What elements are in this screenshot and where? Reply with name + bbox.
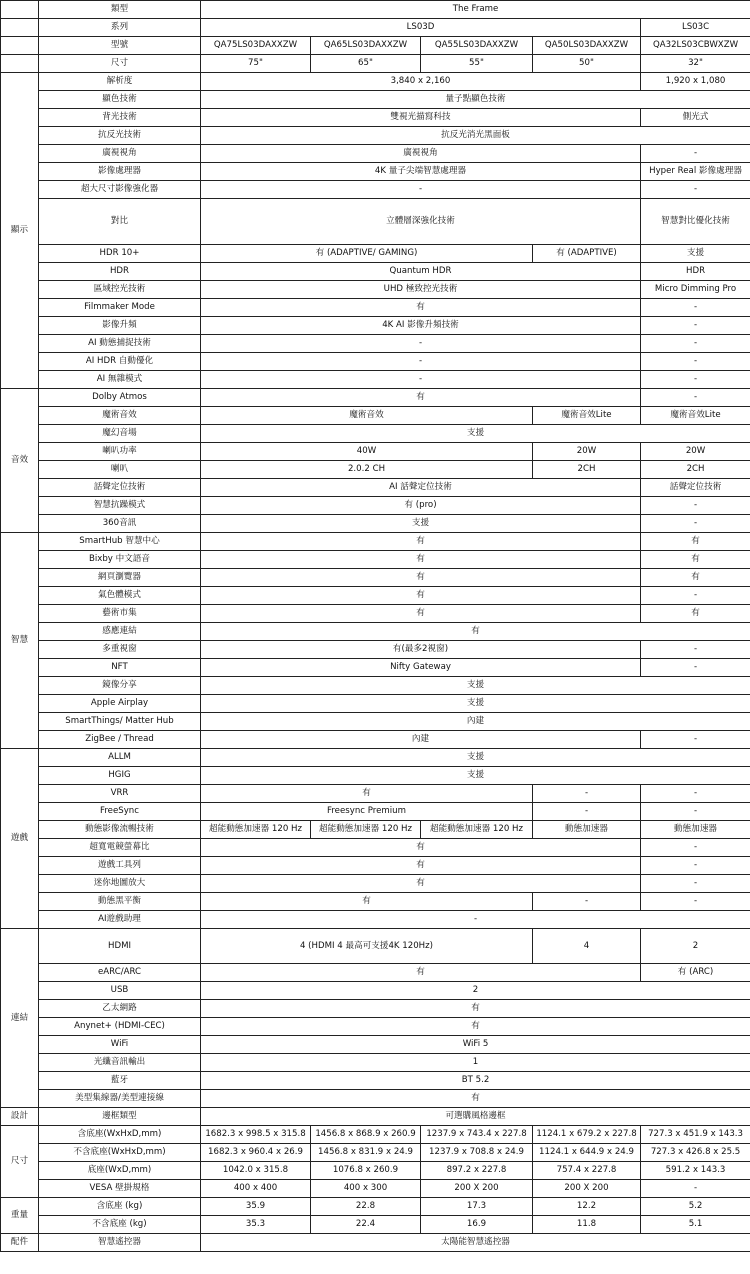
spec-label: WiFi [39,1036,201,1054]
size-value: 50" [533,55,641,73]
spec-row [1,587,750,605]
spec-value: 1076.8 x 260.9 [311,1162,421,1180]
spec-value: 支援 [641,245,750,263]
spec-row [1,875,750,893]
spec-value: 2 [641,929,750,964]
header-row-model [1,37,750,55]
spec-value: - [201,371,641,389]
spec-row [1,803,750,821]
spec-row [1,425,750,443]
spec-value: - [641,371,750,389]
spec-value: 有 [641,605,750,623]
spec-value: 4K 量子尖端智慧處理器 [201,163,641,181]
spec-value: 有 (ARC) [641,964,750,982]
spec-value: 1237.9 x 708.8 x 24.9 [421,1144,533,1162]
spec-value: 有 [201,964,641,982]
series-name: LS03C [641,19,750,37]
spec-value: 1682.3 x 998.5 x 315.8 [201,1126,311,1144]
spec-row [1,1144,750,1162]
spec-row [1,964,750,982]
spec-value: 支援 [201,749,750,767]
spec-value: - [641,497,750,515]
spec-value: 有 [641,551,750,569]
spec-row [1,677,750,695]
spec-value: 魔術音效 [201,407,533,425]
spec-value: 太陽能智慧遙控器 [201,1234,750,1252]
spec-value: 廣視視角 [201,145,641,163]
type-label: 類型 [39,1,201,19]
spec-label: 影像升頻 [39,317,201,335]
spec-value: 757.4 x 227.8 [533,1162,641,1180]
spec-value: 立體層深強化技術 [201,199,641,245]
spec-value: BT 5.2 [201,1072,750,1090]
category-cell: 顯示 [1,73,39,389]
spec-row [1,1126,750,1144]
spec-row [1,371,750,389]
spec-label: 智慧遙控器 [39,1234,201,1252]
spec-value: Quantum HDR [201,263,641,281]
spec-value: 12.2 [533,1198,641,1216]
spec-row [1,911,750,929]
spec-value: 5.1 [641,1216,750,1234]
spec-value: 支援 [201,677,750,695]
spec-value: 1,920 x 1,080 [641,73,750,91]
spec-value: 591.2 x 143.3 [641,1162,750,1180]
blank-cell [1,1,39,19]
spec-value: 1456.8 x 868.9 x 260.9 [311,1126,421,1144]
spec-value: 抗反光消光黑面板 [201,127,750,145]
spec-label: 廣視視角 [39,145,201,163]
spec-label: 邊框類型 [39,1108,201,1126]
spec-label: 美型集線器/美型連接線 [39,1090,201,1108]
spec-row [1,263,750,281]
spec-row [1,982,750,1000]
spec-row [1,1234,750,1252]
spec-value: 超能動態加速器 120 Hz [311,821,421,839]
spec-value: 有 [201,389,641,407]
spec-value: 超能動態加速器 120 Hz [421,821,533,839]
spec-value: 有 [201,857,641,875]
spec-label: 藝術市集 [39,605,201,623]
spec-value: 20W [641,443,750,461]
spec-value: 2 [201,982,750,1000]
spec-label: ALLM [39,749,201,767]
spec-row [1,749,750,767]
spec-value: 有 [201,569,641,587]
spec-label: 喇叭功率 [39,443,201,461]
spec-row [1,821,750,839]
spec-value: 200 X 200 [421,1180,533,1198]
spec-label: HGIG [39,767,201,785]
spec-row [1,109,750,127]
spec-value: Freesync Premium [201,803,533,821]
spec-value: 35.3 [201,1216,311,1234]
spec-value: 魔術音效Lite [533,407,641,425]
spec-value: - [201,335,641,353]
spec-value: AI 話聲定位技術 [201,479,641,497]
spec-value: 22.4 [311,1216,421,1234]
spec-label: AI 無雜模式 [39,371,201,389]
spec-row [1,245,750,263]
spec-value: 有 [201,1090,750,1108]
spec-row [1,929,750,964]
spec-value: 有(最多2視窗) [201,641,641,659]
spec-value: 16.9 [421,1216,533,1234]
spec-label: 影像處理器 [39,163,201,181]
spec-label: 話聲定位技術 [39,479,201,497]
spec-value: 有 [201,1018,750,1036]
spec-value: - [641,389,750,407]
spec-value: 897.2 x 227.8 [421,1162,533,1180]
spec-row [1,605,750,623]
spec-label: 光纖音訊輸出 [39,1054,201,1072]
spec-row [1,353,750,371]
model-name: QA55LS03DAXXZW [421,37,533,55]
spec-value: 有 (ADAPTIVE/ GAMING) [201,245,533,263]
spec-value: - [641,893,750,911]
spec-value: - [641,641,750,659]
spec-row [1,1180,750,1198]
spec-label: 魔幻音場 [39,425,201,443]
spec-label: 遊戲工具列 [39,857,201,875]
blank-cell [1,19,39,37]
spec-value: 雙視光描寫科技 [201,109,641,127]
spec-label: 動態影像流暢技術 [39,821,201,839]
spec-label: 底座(WxD,mm) [39,1162,201,1180]
spec-row [1,1198,750,1216]
spec-row [1,569,750,587]
spec-label: 魔術音效 [39,407,201,425]
series-label: 系列 [39,19,201,37]
spec-value: - [641,181,750,199]
spec-label: 超寬電競螢幕比 [39,839,201,857]
category-cell: 智慧 [1,533,39,749]
spec-label: Bixby 中文語音 [39,551,201,569]
spec-value: 727.3 x 451.9 x 143.3 [641,1126,750,1144]
spec-label: Filmmaker Mode [39,299,201,317]
spec-value: 量子點顯色技術 [201,91,750,109]
spec-label: 360音訊 [39,515,201,533]
spec-row [1,389,750,407]
size-label: 尺寸 [39,55,201,73]
spec-row [1,695,750,713]
spec-label: eARC/ARC [39,964,201,982]
spec-label: 網頁瀏覽器 [39,569,201,587]
type-value: The Frame [201,1,750,19]
category-cell: 連結 [1,929,39,1108]
spec-value: 有 [201,1000,750,1018]
spec-value: 17.3 [421,1198,533,1216]
category-cell: 重量 [1,1198,39,1234]
spec-label: Dolby Atmos [39,389,201,407]
spec-row [1,1072,750,1090]
spec-label: 對比 [39,199,201,245]
spec-value: UHD 極致控光技術 [201,281,641,299]
spec-row [1,181,750,199]
spec-label: 智慧抗躁模式 [39,497,201,515]
spec-value: 2CH [533,461,641,479]
spec-label: 解析度 [39,73,201,91]
spec-value: - [641,803,750,821]
spec-label: 背光技術 [39,109,201,127]
spec-label: AI 動態捕捉技術 [39,335,201,353]
spec-value: 支援 [201,695,750,713]
spec-label: FreeSync [39,803,201,821]
size-value: 55" [421,55,533,73]
spec-row [1,91,750,109]
spec-value: - [641,875,750,893]
spec-label: Apple Airplay [39,695,201,713]
spec-label: 乙太網路 [39,1000,201,1018]
spec-value: 有 [201,533,641,551]
size-value: 32" [641,55,750,73]
spec-value: - [641,731,750,749]
spec-value: 有 [201,875,641,893]
spec-label: VESA 壁掛規格 [39,1180,201,1198]
spec-row [1,1090,750,1108]
spec-value: 35.9 [201,1198,311,1216]
spec-row [1,731,750,749]
spec-row [1,443,750,461]
spec-label: SmartHub 智慧中心 [39,533,201,551]
spec-label: 氣色體模式 [39,587,201,605]
spec-value: 有 [201,605,641,623]
spec-label: Anynet+ (HDMI-CEC) [39,1018,201,1036]
blank-cell [1,37,39,55]
spec-value: - [641,317,750,335]
spec-value: 支援 [201,425,750,443]
spec-value: 有 [201,551,641,569]
spec-value: 11.8 [533,1216,641,1234]
model-name: QA32LS03CBWXZW [641,37,750,55]
spec-value: - [533,803,641,821]
spec-value: 可選購風格邊框 [201,1108,750,1126]
spec-row [1,407,750,425]
spec-row [1,299,750,317]
spec-value: 5.2 [641,1198,750,1216]
spec-row [1,515,750,533]
spec-row [1,767,750,785]
spec-row [1,163,750,181]
spec-row [1,641,750,659]
spec-label: 鏡像分享 [39,677,201,695]
blank-cell [1,55,39,73]
spec-value: 2.0.2 CH [201,461,533,479]
model-name: QA65LS03DAXXZW [311,37,421,55]
spec-value: 4 (HDMI 4 最高可支援4K 120Hz) [201,929,533,964]
spec-table-body [1,1,750,1252]
spec-value: - [641,299,750,317]
header-row-size [1,55,750,73]
spec-value: 有 [201,893,533,911]
spec-value: 有 [641,533,750,551]
series-name: LS03D [201,19,641,37]
spec-row [1,1036,750,1054]
spec-label: 迷你地圖放大 [39,875,201,893]
category-cell: 設計 [1,1108,39,1126]
spec-value: - [201,353,641,371]
spec-value: 有 [641,569,750,587]
spec-row [1,145,750,163]
spec-value: - [641,335,750,353]
spec-value: 智慧對比優化技術 [641,199,750,245]
spec-value: 有 [201,785,533,803]
spec-label: ZigBee / Thread [39,731,201,749]
size-value: 65" [311,55,421,73]
spec-value: - [641,785,750,803]
spec-label: 抗反光技術 [39,127,201,145]
spec-value: Nifty Gateway [201,659,641,677]
spec-value: 支援 [201,515,641,533]
spec-label: 超大尺寸影像強化器 [39,181,201,199]
spec-value: 1682.3 x 960.4 x 26.9 [201,1144,311,1162]
spec-label: SmartThings/ Matter Hub [39,713,201,731]
spec-row [1,623,750,641]
spec-value: 200 X 200 [533,1180,641,1198]
spec-value: 1237.9 x 743.4 x 227.8 [421,1126,533,1144]
spec-row [1,839,750,857]
spec-value: 3,840 x 2,160 [201,73,641,91]
category-cell: 尺寸 [1,1126,39,1198]
spec-row [1,1054,750,1072]
spec-row [1,461,750,479]
spec-value: 4 [533,929,641,964]
spec-value: 1 [201,1054,750,1072]
spec-label: 感應連結 [39,623,201,641]
spec-value: 有 (pro) [201,497,641,515]
spec-row [1,199,750,245]
spec-label: USB [39,982,201,1000]
spec-label: 顯色技術 [39,91,201,109]
spec-label: HDR 10+ [39,245,201,263]
spec-row [1,479,750,497]
spec-row [1,713,750,731]
spec-value: 4K AI 影像升頻技術 [201,317,641,335]
model-name: QA75LS03DAXXZW [201,37,311,55]
model-label: 型號 [39,37,201,55]
spec-row [1,857,750,875]
spec-value: 有 [201,587,641,605]
spec-row [1,1216,750,1234]
spec-value: 1124.1 x 644.9 x 24.9 [533,1144,641,1162]
spec-row [1,1108,750,1126]
category-cell: 遊戲 [1,749,39,929]
spec-value: 1456.8 x 831.9 x 24.9 [311,1144,421,1162]
spec-label: VRR [39,785,201,803]
spec-value: 40W [201,443,533,461]
spec-label: 含底座 (kg) [39,1198,201,1216]
spec-value: 22.8 [311,1198,421,1216]
spec-value: - [641,839,750,857]
spec-value: 20W [533,443,641,461]
spec-value: 內建 [201,713,750,731]
spec-value: - [641,857,750,875]
spec-value: - [641,353,750,371]
spec-label: 不含底座(WxHxD,mm) [39,1144,201,1162]
spec-value: - [641,1180,750,1198]
category-cell: 音效 [1,389,39,533]
spec-label: 含底座(WxHxD,mm) [39,1126,201,1144]
model-name: QA50LS03DAXXZW [533,37,641,55]
spec-value: 動態加速器 [533,821,641,839]
spec-value: 1124.1 x 679.2 x 227.8 [533,1126,641,1144]
spec-row [1,73,750,91]
spec-row [1,659,750,677]
spec-row [1,893,750,911]
spec-label: 動態黑平衡 [39,893,201,911]
spec-value: - [533,785,641,803]
spec-label: 區域控光技術 [39,281,201,299]
spec-value: 魔術音效Lite [641,407,750,425]
spec-value: Micro Dimming Pro [641,281,750,299]
spec-value: 400 x 400 [201,1180,311,1198]
spec-value: - [533,893,641,911]
spec-row [1,335,750,353]
spec-value: - [641,587,750,605]
spec-row [1,127,750,145]
spec-value: HDR [641,263,750,281]
size-value: 75" [201,55,311,73]
spec-label: NFT [39,659,201,677]
spec-row [1,551,750,569]
spec-value: 動態加速器 [641,821,750,839]
spec-row [1,497,750,515]
spec-label: 藍牙 [39,1072,201,1090]
spec-label: HDR [39,263,201,281]
spec-row [1,281,750,299]
spec-value: 2CH [641,461,750,479]
spec-row [1,1000,750,1018]
header-row-series [1,19,750,37]
spec-row [1,1018,750,1036]
spec-value: - [641,515,750,533]
spec-row [1,533,750,551]
spec-value: 有 (ADAPTIVE) [533,245,641,263]
spec-row [1,317,750,335]
spec-row [1,1162,750,1180]
spec-row [1,785,750,803]
spec-label: AI HDR 自動優化 [39,353,201,371]
spec-label: 不含底座 (kg) [39,1216,201,1234]
spec-value: 超能動態加速器 120 Hz [201,821,311,839]
spec-label: AI遊戲助理 [39,911,201,929]
spec-value: 話聲定位技術 [641,479,750,497]
spec-value: - [201,181,641,199]
spec-value: 支援 [201,767,750,785]
spec-label: 多重視窗 [39,641,201,659]
spec-value: - [641,659,750,677]
spec-value: - [201,911,750,929]
spec-value: 727.3 x 426.8 x 25.5 [641,1144,750,1162]
category-cell: 配件 [1,1234,39,1252]
spec-value: 側光式 [641,109,750,127]
spec-value: WiFi 5 [201,1036,750,1054]
spec-value: Hyper Real 影像處理器 [641,163,750,181]
spec-value: 400 x 300 [311,1180,421,1198]
spec-value: 有 [201,839,641,857]
spec-label: HDMI [39,929,201,964]
spec-value: 內建 [201,731,641,749]
spec-value: - [641,145,750,163]
spec-value: 有 [201,299,641,317]
spec-value: 有 [201,623,750,641]
spec-value: 1042.0 x 315.8 [201,1162,311,1180]
spec-label: 喇叭 [39,461,201,479]
header-row-type [1,1,750,19]
